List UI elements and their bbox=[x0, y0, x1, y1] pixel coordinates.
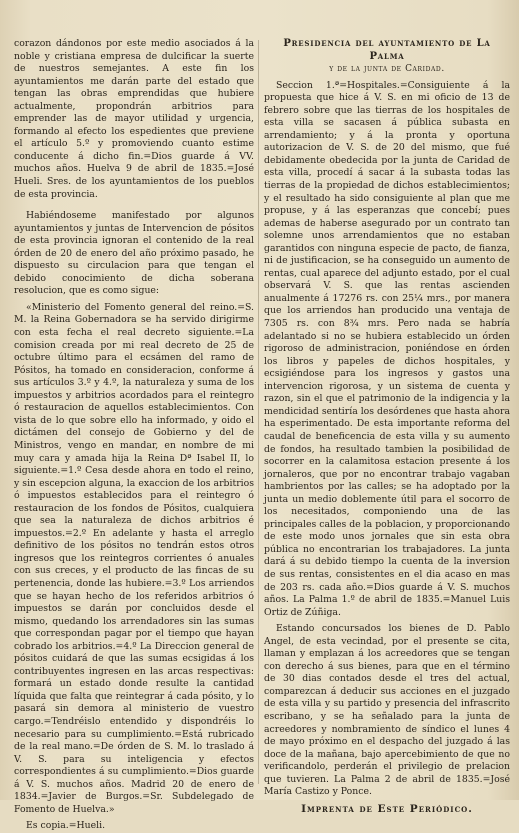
section-subheading: y de la junta de Caridad. bbox=[329, 64, 445, 75]
right-paragraph-1: Seccion 1.ª=Hospitales.=Consiguiente á la propuesta que hice á V. S. en mi oficio de 13 de febrero sobre que las tierras de los hospitales de esta villa se sacasen á pública subasta en arrendamiento; y á la pronta y oportuna autorizacion de V. S. de 20 del mismo, que fué debidamente obedecida por la junta de Caridad de esta villa, procedí á sacar á la subasta todas las tierras de la propiedad de dichos establecimientos; y el resultado ha sido consiguiente al plan que me propuse, y á las esperanzas que concebí; pues ademas de haberse asegurado por un contrato tan solemne unos arrendamientos que no estaban garantidos con ninguna especie de pacto, de fianza, ni de justificacion, se ha conseguido un aumento de rentas, cual aparece del adjunto estado, por el cual observará V. S. que las rentas ascienden anualmente á 17276 rs. con 25¼ mrs., por manera que los arriendos han producido una ventaja de 7305 rs. con 8¾ mrs. Pero nada se habría adelantado si no se hubiera establecido un órden rigoroso de administracion, poniéndose en órden los libros y papeles de dichos hospitales, y ecsigiéndose para los ingresos y gastos una intervencion rigorosa, y un sistema de cuenta y razon, sin el que el patrimonio de la indigencia y la mendicidad sentiría los desórdenes que hasta ahora ha esperimentado. De esta importante reforma del caudal de beneficencia de esta villa y su aumento de fondos, ha resultado tambien la posibilidad de socorrer en la calamitosa estacion presente á los jornaleros, que por no encontrar trabajo vagaban hambrientos por las calles; se ha adoptado por la junta un medio doblemente útil para el socorro de los necesitados, componiendo una de las principales calles de la poblacion, y proporcionando de este modo unos jornales que sin esta obra pública no encontrarian los trabajadores. La junta dará á su debido tiempo la cuenta de la inversion de sus rentas, consistentes en el dia acaso en mas de 203 rs. cada año.=Dios guarde á V. S. muchos años. La Palma 1.º de abril de 1835.=Manuel Luis Ortiz de Zúñiga. bbox=[264, 79, 510, 618]
left-paragraph-3: «Ministerio del Fomento general del reino.=S. M. la Reina Gobernadora se ha servido dirigirme con esta fecha el real decreto siguiente.=La comision creada por mi real decreto de 25 de octubre último para el ecsámen del ramo de Pósitos, ha tomado en consideracion, conforme á sus artículos 3.º y 4.º, la naturaleza y suma de los impuestos y arbitrios acordados para el reintegro ó restauracion de aquellos establecimientos. Con vista de lo que sobre ello ha informado, y oido el dictámen del consejo de Gobierno y del de Ministros, vengo en mandar, en nombre de mi muy cara y amada hija la Reina Dª Isabel II, lo siguiente.=1.º Cesa desde ahora en todo el reino, y sin escepcion alguna, la exaccion de los arbitrios ó impuestos establecidos para el reintegro ó restauracion de los fondos de Pósitos, cualquiera que sea la naturaleza de dichos arbitrios é impuestos.=2.º En adelante y hasta el arreglo definitivo de los pósitos no tendrán estos otros ingresos que los reintegros corrientes ó anuales con sus creces, y el producto de las fincas de su pertenencia, donde las hubiere.=3.º Los arriendos que se hayan hecho de los referidos arbitrios ó impuestos se darán por concluidos desde el mismo, quedando los arrendadores sin las sumas que correspondan pagar por el tiempo que hayan cobrado los arbitrios.=4.º La Direccion general de pósitos cuidará de que las sumas ecsigidas á los contribuyentes ingresen en las arcas respectivas: formará un estado donde resulte la cantidad líquida que falta que reintegrar á cada pósito, y lo pasará sin demora al ministerio de vuestro cargo.=Tendréislo entendido y dispondréis lo necesario para su cumplimiento.=Está rubricado de la real mano.=De órden de S. M. lo traslado á V. S. para su inteligencia y efectos correspondientes á su cumplimiento.=Dios guarde á V. S. muchos años. Madrid 20 de enero de 1834.=Javier de Burgos.=Sr. Subdelegado de Fomento de Huelva.» bbox=[14, 301, 254, 815]
printer-imprint: Imprenta de Este Periódico. bbox=[301, 802, 473, 815]
right-paragraph-2: Estando concursados los bienes de D. Pablo Angel, de esta vecindad, por el presente se cita, llaman y emplazan á los acreedores que se tengan con derecho á sus bienes, para que en el término de 30 dias contados desde el tres del actual, comparezcan á deducir sus acciones en el juzgado de esta villa y su partido y presencia del infrascrito escribano, y se ha señalado para la junta de acreedores y nombramiento de síndico el lunes 4 de mayo próximo en el despacho del juzgado á las doce de la mañana, bajo apercebimiento de que no verificandolo, perderán el privilegio de prelacion que tuvieren. La Palma 2 de abril de 1835.=José María Castizo y Ponce. bbox=[264, 623, 510, 798]
column-divider bbox=[258, 40, 259, 784]
left-paragraph-2: Habiéndoseme manifestado por algunos ayuntamientos y juntas de Intervencion de pósitos de esta provincia ignoran el contenido de la real órden de 20 de enero del año próximo pasado, he dispuesto su circulacion para que tengan el debido conocimiento de dicha soberana resolucion, que es como sigue: bbox=[14, 210, 254, 297]
section-heading: Presidencia del ayuntamiento de La Palma bbox=[283, 38, 491, 62]
right-column bbox=[264, 38, 510, 815]
left-column bbox=[14, 38, 254, 832]
left-paragraph-1: corazon dándonos por este medio asociados á la noble y cristiana empresa de dulcificar la suerte de nuestros semejantes. A este fin los ayuntamientos me darán parte del estado que tengan las obras emprendidas que hubiere actualmente, propondrán arbitrios para emprender las de mayor utilidad y urgencia, formando al efecto los espedientes que previene el artículo 5.º y promoviendo cuanto estime conducente á dicho fin.=Dios guarde á VV. muchos años. Huelva 9 de abril de 1835.=José Hueli. Sres. de los ayuntamientos de los pueblos de esta provincia. bbox=[14, 38, 254, 200]
left-paragraph-4: Es copia.=Hueli. bbox=[26, 820, 106, 832]
